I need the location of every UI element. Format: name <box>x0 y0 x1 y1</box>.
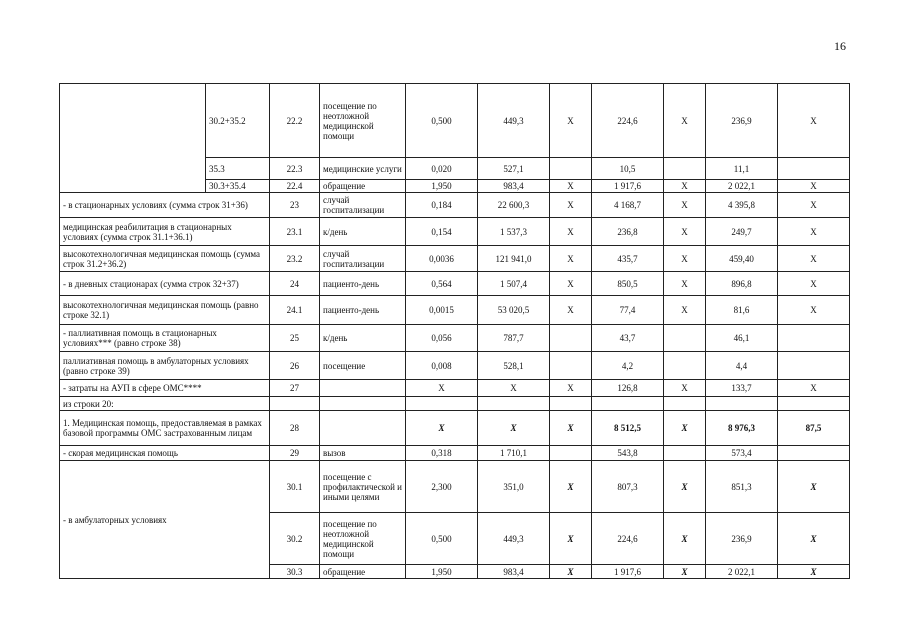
page-number: 16 <box>834 39 846 53</box>
unit-cell: посещение <box>320 352 406 380</box>
row-number-cell: 30.3 <box>270 565 320 579</box>
formula-cell: 30.2+35.2 <box>206 84 270 158</box>
value-cell: 236,9 <box>706 84 778 158</box>
table-row <box>60 461 850 513</box>
value-cell <box>778 325 850 352</box>
value-cell: 896,8 <box>706 272 778 296</box>
cost-cell: 983,4 <box>478 180 550 193</box>
value-cell: 8 512,5 <box>592 411 664 446</box>
value-cell: 249,7 <box>706 218 778 246</box>
row-label-cell: - в стационарных условиях (сумма строк 31+36) <box>60 193 270 218</box>
table-row <box>60 325 850 352</box>
cost-cell: 528,1 <box>478 352 550 380</box>
table-row <box>60 446 850 461</box>
unit-cell: посещение по неотложной медицинской помощи <box>320 84 406 158</box>
row-label-cell: 1. Медицинская помощь, предоставляемая в рамках базовой программы ОМС застрахованным лицам <box>60 411 270 446</box>
norm-cell: 0,184 <box>406 193 478 218</box>
value-cell: 10,5 <box>592 158 664 180</box>
value-cell: Х <box>550 218 592 246</box>
value-cell: Х <box>550 272 592 296</box>
table-row <box>60 397 850 411</box>
table-row <box>60 380 850 397</box>
row-number-cell: 23 <box>270 193 320 218</box>
value-cell: Х <box>664 380 706 397</box>
table-row <box>60 218 850 246</box>
unit-cell: посещение с профилактической и иными целями <box>320 461 406 513</box>
value-cell: Х <box>550 411 592 446</box>
value-cell: 87,5 <box>778 411 850 446</box>
row-number-cell: 24 <box>270 272 320 296</box>
cost-cell: 22 600,3 <box>478 193 550 218</box>
cost-cell: 527,1 <box>478 158 550 180</box>
value-cell: Х <box>664 218 706 246</box>
value-cell: Х <box>550 461 592 513</box>
value-cell: 1 917,6 <box>592 180 664 193</box>
table-row <box>60 411 850 446</box>
norm-cell: 0,564 <box>406 272 478 296</box>
row-number-cell: 22.3 <box>270 158 320 180</box>
value-cell: Х <box>778 296 850 325</box>
row-label-cell: паллиативная помощь в амбулаторных условиях (равно строке 39) <box>60 352 270 380</box>
formula-cell: 35.3 <box>206 158 270 180</box>
row-label-cell <box>60 84 206 193</box>
value-cell: 81,6 <box>706 296 778 325</box>
value-cell: 77,4 <box>592 296 664 325</box>
value-cell: Х <box>664 513 706 565</box>
value-cell: Х <box>664 411 706 446</box>
table-row <box>60 296 850 325</box>
value-cell <box>550 158 592 180</box>
value-cell: Х <box>550 246 592 272</box>
unit-cell: обращение <box>320 565 406 579</box>
empty-cell <box>550 397 592 411</box>
value-cell: Х <box>664 246 706 272</box>
unit-cell: к/день <box>320 325 406 352</box>
cost-cell: 787,7 <box>478 325 550 352</box>
value-cell: 543,8 <box>592 446 664 461</box>
cost-cell: Х <box>478 380 550 397</box>
value-cell: Х <box>778 272 850 296</box>
value-cell: Х <box>550 193 592 218</box>
value-cell: 2 022,1 <box>706 180 778 193</box>
value-cell: 4 168,7 <box>592 193 664 218</box>
table-row <box>60 246 850 272</box>
value-cell: 133,7 <box>706 380 778 397</box>
empty-cell <box>270 397 320 411</box>
row-label-cell: - паллиативная помощь в стационарных условиях*** (равно строке 38) <box>60 325 270 352</box>
row-number-cell: 24.1 <box>270 296 320 325</box>
unit-cell: случай госпитализации <box>320 246 406 272</box>
empty-cell <box>592 397 664 411</box>
formula-cell: 30.3+35.4 <box>206 180 270 193</box>
value-cell: 573,4 <box>706 446 778 461</box>
row-label-cell: высокотехнологичная медицинская помощь (равно строке 32.1) <box>60 296 270 325</box>
cost-cell: 449,3 <box>478 513 550 565</box>
norm-cell: 1,950 <box>406 565 478 579</box>
value-cell: Х <box>778 193 850 218</box>
value-cell: 8 976,3 <box>706 411 778 446</box>
norm-cell: Х <box>406 380 478 397</box>
norm-cell: 0,0015 <box>406 296 478 325</box>
cost-cell: 1 507,4 <box>478 272 550 296</box>
cost-cell: 351,0 <box>478 461 550 513</box>
value-cell: Х <box>778 246 850 272</box>
unit-cell: вызов <box>320 446 406 461</box>
row-label-cell: медицинская реабилитация в стационарных условиях (сумма строк 31.1+36.1) <box>60 218 270 246</box>
value-cell: Х <box>778 513 850 565</box>
row-number-cell: 22.4 <box>270 180 320 193</box>
unit-cell: пациенто-день <box>320 296 406 325</box>
norm-cell: 0,008 <box>406 352 478 380</box>
row-number-cell: 23.2 <box>270 246 320 272</box>
value-cell: Х <box>778 180 850 193</box>
value-cell: 851,3 <box>706 461 778 513</box>
value-cell: 224,6 <box>592 84 664 158</box>
value-cell: Х <box>550 565 592 579</box>
unit-cell: посещение по неотложной медицинской помощи <box>320 513 406 565</box>
value-cell: Х <box>778 461 850 513</box>
row-number-cell: 30.1 <box>270 461 320 513</box>
row-number-cell: 23.1 <box>270 218 320 246</box>
value-cell: Х <box>550 296 592 325</box>
unit-cell: обращение <box>320 180 406 193</box>
value-cell: 43,7 <box>592 325 664 352</box>
value-cell: Х <box>664 461 706 513</box>
row-label-cell: - затраты на АУП в сфере ОМС**** <box>60 380 270 397</box>
norm-cell: 0,500 <box>406 84 478 158</box>
norm-cell: Х <box>406 411 478 446</box>
value-cell: 1 917,6 <box>592 565 664 579</box>
norm-cell: 0,500 <box>406 513 478 565</box>
cost-cell: 121 941,0 <box>478 246 550 272</box>
value-cell: Х <box>778 84 850 158</box>
norm-cell: 0,0036 <box>406 246 478 272</box>
empty-cell <box>706 397 778 411</box>
norm-cell: 0,318 <box>406 446 478 461</box>
cost-cell: 1 710,1 <box>478 446 550 461</box>
empty-cell <box>478 397 550 411</box>
row-number-cell: 25 <box>270 325 320 352</box>
value-cell: 4,4 <box>706 352 778 380</box>
norm-cell: 2,300 <box>406 461 478 513</box>
table-row <box>60 193 850 218</box>
value-cell: Х <box>664 565 706 579</box>
row-number-cell: 22.2 <box>270 84 320 158</box>
empty-cell <box>664 397 706 411</box>
empty-cell <box>406 397 478 411</box>
value-cell: Х <box>664 180 706 193</box>
value-cell <box>778 352 850 380</box>
empty-cell <box>778 397 850 411</box>
unit-cell: к/день <box>320 218 406 246</box>
unit-cell: пациенто-день <box>320 272 406 296</box>
row-number-cell: 28 <box>270 411 320 446</box>
value-cell <box>664 158 706 180</box>
value-cell <box>664 325 706 352</box>
table-row <box>60 84 850 158</box>
cost-cell: 983,4 <box>478 565 550 579</box>
value-cell: Х <box>664 272 706 296</box>
value-cell: Х <box>778 218 850 246</box>
empty-cell <box>320 397 406 411</box>
norm-cell: 1,950 <box>406 180 478 193</box>
unit-cell: случай госпитализации <box>320 193 406 218</box>
norm-cell: 0,154 <box>406 218 478 246</box>
value-cell <box>664 352 706 380</box>
unit-cell <box>320 411 406 446</box>
row-label-cell: - скорая медицинская помощь <box>60 446 270 461</box>
value-cell: 435,7 <box>592 246 664 272</box>
value-cell: Х <box>550 380 592 397</box>
value-cell: 224,6 <box>592 513 664 565</box>
value-cell: 4 395,8 <box>706 193 778 218</box>
value-cell: Х <box>664 296 706 325</box>
unit-cell: медицинские услуги <box>320 158 406 180</box>
cost-cell: 449,3 <box>478 84 550 158</box>
value-cell <box>550 325 592 352</box>
table-row <box>60 352 850 380</box>
value-cell: Х <box>778 380 850 397</box>
value-cell: Х <box>664 84 706 158</box>
value-cell: 236,8 <box>592 218 664 246</box>
value-cell: 459,40 <box>706 246 778 272</box>
value-cell <box>778 158 850 180</box>
value-cell: Х <box>550 513 592 565</box>
table-row <box>60 272 850 296</box>
value-cell: 46,1 <box>706 325 778 352</box>
row-label-cell: - в амбулаторных условиях <box>60 461 270 579</box>
value-cell: Х <box>550 180 592 193</box>
cost-cell: Х <box>478 411 550 446</box>
value-cell: 807,3 <box>592 461 664 513</box>
value-cell: 4,2 <box>592 352 664 380</box>
norm-cell: 0,056 <box>406 325 478 352</box>
row-number-cell: 29 <box>270 446 320 461</box>
row-label-cell: высокотехнологичная медицинская помощь (сумма строк 31.2+36.2) <box>60 246 270 272</box>
row-label-cell: - в дневных стационарах (сумма строк 32+37) <box>60 272 270 296</box>
value-cell: Х <box>778 565 850 579</box>
cost-cell: 53 020,5 <box>478 296 550 325</box>
value-cell: 850,5 <box>592 272 664 296</box>
value-cell: 236,9 <box>706 513 778 565</box>
row-number-cell: 26 <box>270 352 320 380</box>
value-cell <box>550 352 592 380</box>
value-cell: 126,8 <box>592 380 664 397</box>
cost-cell: 1 537,3 <box>478 218 550 246</box>
value-cell: Х <box>664 193 706 218</box>
unit-cell <box>320 380 406 397</box>
row-number-cell: 27 <box>270 380 320 397</box>
row-label-cell: из строки 20: <box>60 397 270 411</box>
norm-cell: 0,020 <box>406 158 478 180</box>
value-cell <box>550 446 592 461</box>
value-cell <box>664 446 706 461</box>
budget-table <box>59 83 850 579</box>
row-number-cell: 30.2 <box>270 513 320 565</box>
value-cell <box>778 446 850 461</box>
value-cell: 2 022,1 <box>706 565 778 579</box>
value-cell: Х <box>550 84 592 158</box>
value-cell: 11,1 <box>706 158 778 180</box>
